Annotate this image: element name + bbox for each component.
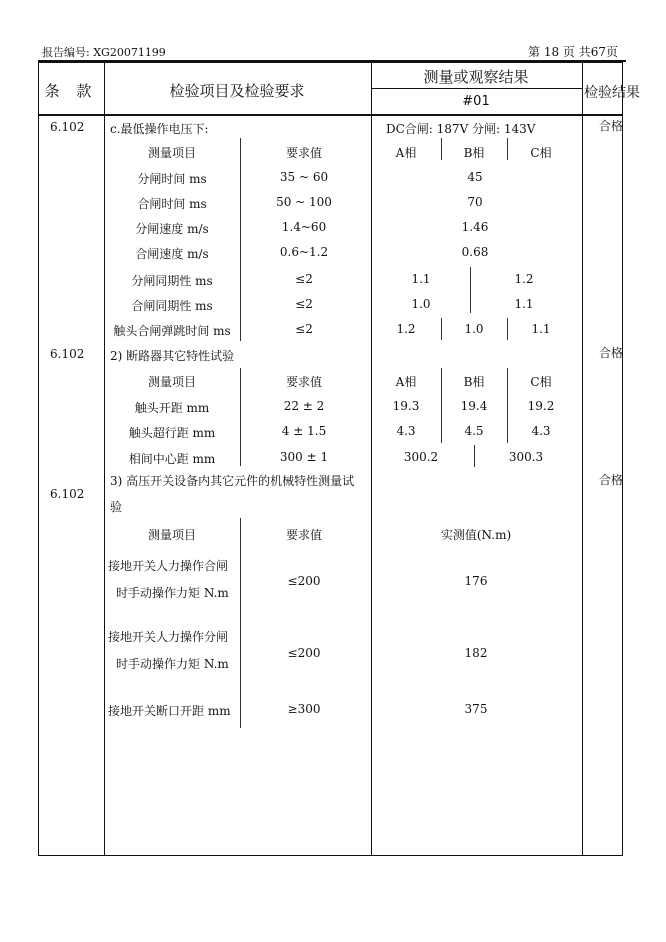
s1-row-req: 35 ~ 60: [279, 170, 329, 184]
s3-header-measured: 实测值(N.m): [440, 528, 512, 542]
divider-items: [371, 62, 372, 856]
s1-header-item: 测量项目: [147, 146, 197, 160]
s1-row-value-b: 1.0: [464, 322, 484, 336]
s1-row-value-bc: 1.2: [514, 272, 534, 286]
s1-row-req: 1.4~60: [281, 220, 327, 234]
report-number: 报告编号: XG20071199: [42, 46, 166, 59]
s2-title: 2) 断路器其它特性试验: [110, 349, 235, 363]
s1-row-value-a: 1.2: [396, 322, 416, 336]
s2-row-value-c: 4.3: [531, 424, 551, 438]
s3-row-item-line1: 接地开关人力操作分闸: [108, 630, 229, 644]
s2-clause: 6.102: [50, 347, 85, 361]
s2-row-value-a: 4.3: [396, 424, 416, 438]
s2-header-phase-b: B相: [463, 375, 485, 389]
header-sub-divider: [371, 88, 582, 89]
s2-row-value-b: 19.4: [460, 399, 488, 413]
s1-row-value-ab: 1.1: [411, 272, 431, 286]
s2-row-item: 相间中心距 mm: [128, 452, 216, 466]
s3-title-line1: 3) 高压开关设备内其它元件的机械特性测量试: [110, 474, 355, 488]
s1-row-value: 1.46: [461, 220, 489, 234]
s2-phase-divider-ab: [441, 368, 442, 443]
sample-number: #01: [462, 94, 490, 109]
s3-header-item: 测量项目: [147, 528, 197, 542]
s1-row-req: ≤2: [295, 272, 313, 286]
s1-row-item: 合闸同期性 ms: [131, 299, 213, 313]
s3-row-req: ≤200: [287, 646, 321, 660]
s1-row-value: 0.68: [461, 245, 489, 259]
s1-header-phase-a: A相: [395, 146, 417, 160]
s3-row-value: 182: [464, 646, 488, 660]
s1-header-req: 要求值: [285, 146, 323, 160]
col-clause-header: 条 款: [44, 82, 98, 100]
s1-voltages: DC合闸: 187V 分闸: 143V: [386, 122, 536, 136]
s1-clause: 6.102: [50, 120, 85, 134]
s1-row-value: 70: [467, 195, 483, 209]
header-bottom-divider: [38, 114, 623, 116]
s3-clause: 6.102: [50, 487, 85, 501]
s1-row-item: 分闸同期性 ms: [131, 274, 213, 288]
s1-conclusion: 合格: [598, 119, 624, 133]
s3-row-item-line1: 接地开关断口开距 mm: [108, 704, 231, 718]
s2-row-value-bc: 300.3: [508, 450, 544, 464]
s2-row-item: 触头开距 mm: [134, 401, 210, 415]
s2-row-req: 4 ± 1.5: [281, 424, 327, 438]
s2-row-value-a: 19.3: [392, 399, 420, 413]
col-results-header: 测量或观察结果: [423, 68, 529, 86]
s1-header-phase-c: C相: [530, 146, 552, 160]
s2-conclusion: 合格: [598, 346, 624, 360]
s1-row-value-ab: 1.0: [411, 297, 431, 311]
s2-row-req: 300 ± 1: [279, 450, 329, 464]
s1-row-req: ≤2: [295, 297, 313, 311]
s1-row-value-c: 1.1: [531, 322, 551, 336]
s1-row-req: 0.6~1.2: [279, 245, 329, 259]
s3-row-req: ≤200: [287, 574, 321, 588]
s2-row-req: 22 ± 2: [283, 399, 325, 413]
s3-title-line2: 验: [110, 500, 123, 514]
s2-row-value-c: 19.2: [527, 399, 555, 413]
s1-sync-divider: [470, 267, 471, 313]
s1-bounce-divider-ab: [441, 318, 442, 340]
s1-phase-divider-ab: [441, 138, 442, 160]
s1-row-item: 触头合闸弹跳时间 ms: [113, 324, 231, 338]
s1-bounce-divider-bc: [507, 318, 508, 340]
s3-header-req: 要求值: [285, 528, 323, 542]
s1-row-value-bc: 1.1: [514, 297, 534, 311]
s2-row-item: 触头超行距 mm: [128, 426, 216, 440]
s1-row-req: ≤2: [295, 322, 313, 336]
s1-title: c.最低操作电压下:: [110, 122, 209, 136]
s2-center-divider: [474, 445, 475, 467]
col-conclusion-header: 检验结果: [584, 85, 640, 101]
page-info: 第 18 页 共67页: [528, 45, 618, 59]
s1-row-value: 45: [467, 170, 483, 184]
s2-phase-divider-bc: [507, 368, 508, 443]
s3-row-req: ≥300: [287, 702, 321, 716]
s1-row-item: 分闸速度 m/s: [135, 222, 209, 236]
s3-row-value: 375: [464, 702, 488, 716]
s3-req-divider: [240, 518, 241, 728]
s2-row-value-b: 4.5: [464, 424, 484, 438]
s1-row-item: 合闸速度 m/s: [135, 247, 209, 261]
s2-header-phase-c: C相: [530, 375, 552, 389]
s3-row-item-line2: 时手动操作力矩 N.m: [116, 657, 229, 671]
col-items-header: 检验项目及检验要求: [169, 82, 305, 100]
s3-conclusion: 合格: [598, 473, 624, 487]
s1-header-phase-b: B相: [463, 146, 485, 160]
s2-req-divider: [240, 368, 241, 466]
s1-row-item: 分闸时间 ms: [137, 172, 207, 186]
divider-results: [582, 62, 583, 856]
s3-row-value: 176: [464, 574, 488, 588]
s2-header-req: 要求值: [285, 375, 323, 389]
s2-row-value-ab: 300.2: [403, 450, 439, 464]
s1-row-item: 合闸时间 ms: [137, 197, 207, 211]
s2-header-item: 测量项目: [147, 375, 197, 389]
divider-clause: [104, 62, 105, 856]
s1-phase-divider-bc: [507, 138, 508, 160]
s1-row-req: 50 ~ 100: [276, 195, 332, 209]
s3-row-item-line1: 接地开关人力操作合闸: [108, 559, 229, 573]
s2-header-phase-a: A相: [395, 375, 417, 389]
s1-req-divider: [240, 138, 241, 341]
s3-row-item-line2: 时手动操作力矩 N.m: [116, 586, 229, 600]
